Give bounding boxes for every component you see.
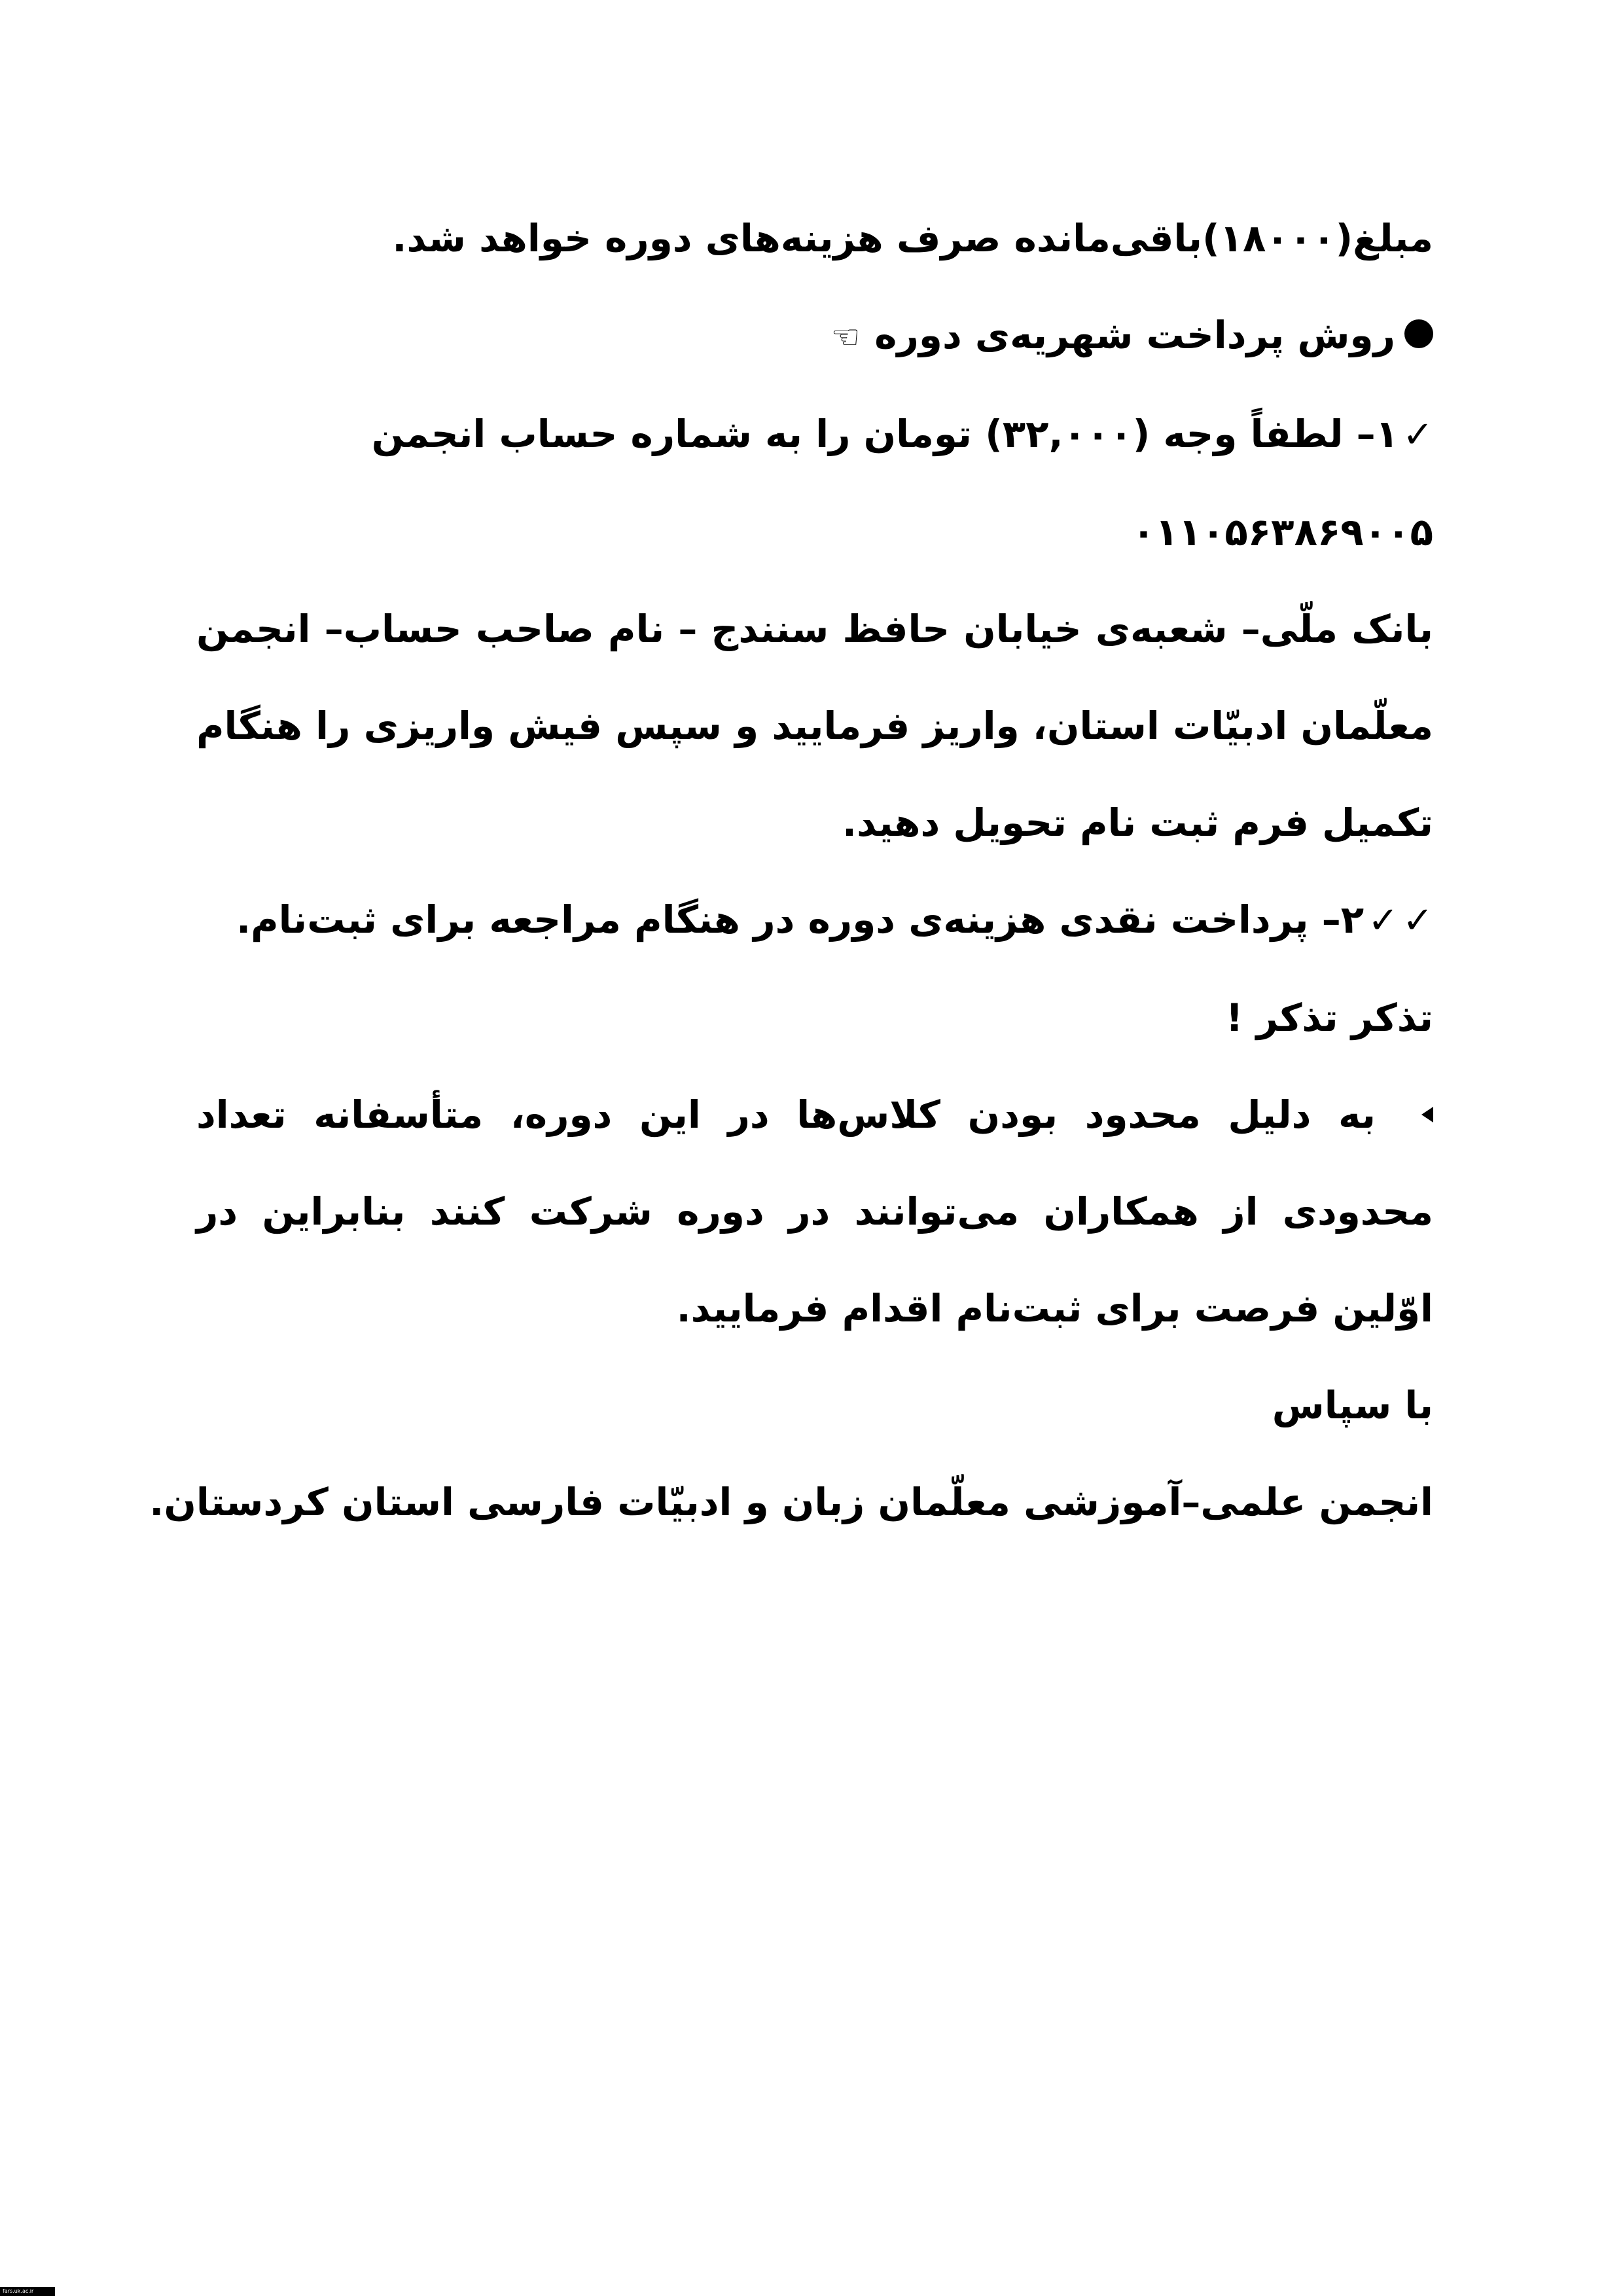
payment-option-two [196, 871, 1433, 969]
payment-method-heading-text: روش پرداخت شهریه‌ی دوره [874, 313, 1395, 357]
payment-option-one-text: ۱– لطفاً وجه (۳۲,۰۰۰) تومان را به شماره حساب انجمن [371, 412, 1399, 456]
thanks-line [196, 1357, 1433, 1454]
reminder-paragraph-text: به دلیل محدود بودن کلاس‌ها در این دوره، متأسفانه تعداد محدودی از همکاران می‌توانند در دوره شرکت کنند بنابراین در اوّلین فرصت برای ثبت‌نام اقدام فرمایید. [196, 1092, 1433, 1331]
reminder-heading-text: تذکر تذکر ! [1225, 996, 1433, 1040]
checkmark-icon: ✓ [1402, 899, 1433, 942]
remaining-amount-text: مبلغ(۱۸۰۰۰)باقی‌مانده صرف هزینه‌های دوره خواهد شد. [392, 216, 1433, 260]
payment-method-heading [196, 287, 1433, 386]
account-number-line [196, 484, 1433, 581]
pointing-hand-icon: ☜ [830, 318, 861, 356]
filled-circle-icon [1404, 319, 1433, 348]
signature-text: انجمن علمی–آموزشی معلّمان زبان و ادبیّات فارسی استان کردستان. [149, 1480, 1433, 1524]
payment-option-two-text: ۲– پرداخت نقدی هزینه‌ی دوره در هنگام مراجعه برای ثبت‌نام. [236, 897, 1364, 942]
reminder-heading [196, 969, 1433, 1066]
signature-line [149, 1454, 1433, 1551]
account-number: ۰۱۱۰۵۶۳۸۶۹۰۰۵ [1132, 510, 1433, 554]
thanks-text: با سپاس [1272, 1383, 1433, 1427]
footer-watermark [0, 2287, 55, 2296]
document-body [149, 190, 1433, 1551]
bank-details-text: بانک ملّی– شعبه‌ی خیابان حافظ سنندج – نام صاحب حساب– انجمن معلّمان ادبیّات استان، واریز فرمایید و سپس فیش واریزی را هنگام تکمیل فرم ثبت نام تحویل دهید. [196, 607, 1433, 845]
remaining-amount-line [196, 190, 1433, 287]
bank-details-paragraph [196, 581, 1433, 871]
checkmark-icon: ✓ [1368, 899, 1399, 942]
footer-watermark-text: fars.uk.ac.ir [3, 2288, 34, 2294]
triangle-bullet-icon [1421, 1107, 1433, 1122]
checkmark-icon: ✓ [1402, 414, 1433, 456]
reminder-paragraph [196, 1066, 1433, 1357]
payment-option-one [196, 386, 1433, 484]
